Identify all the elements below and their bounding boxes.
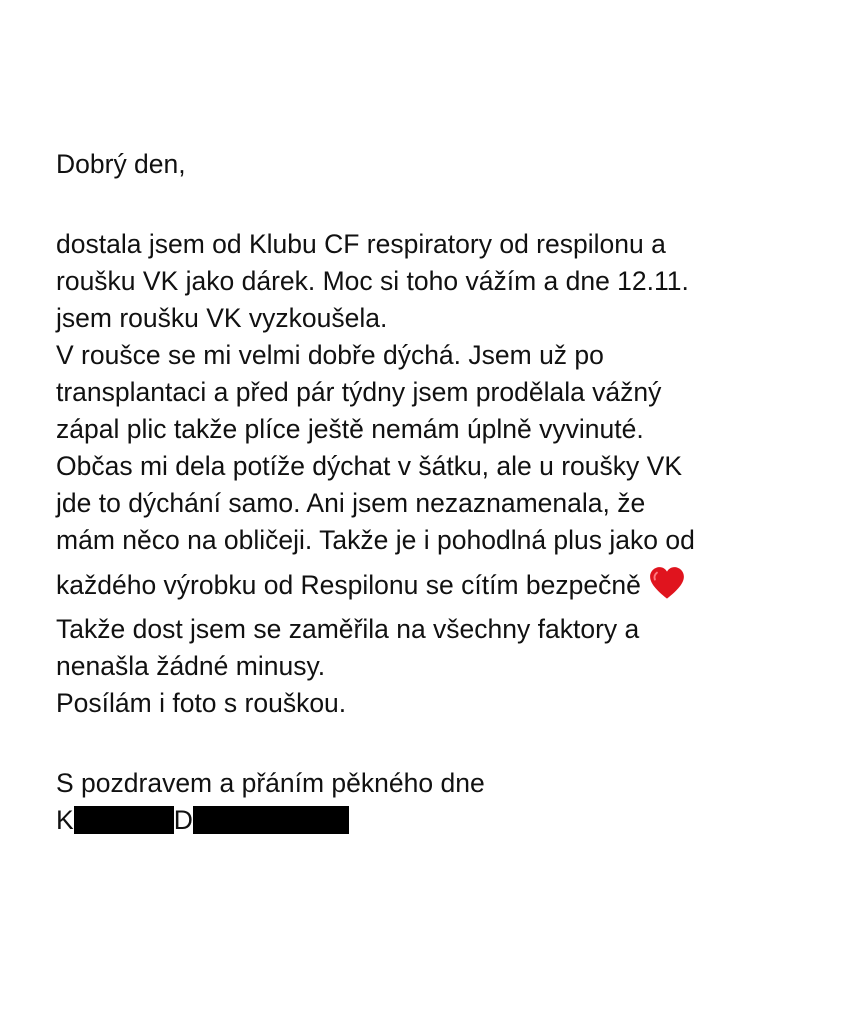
redaction-bar bbox=[74, 806, 174, 834]
signature-initial: D bbox=[173, 805, 193, 835]
greeting: Dobrý den, bbox=[56, 149, 186, 179]
body-line: transplantaci a před pár týdny jsem prodělala vážný bbox=[56, 377, 662, 407]
body-line: Občas mi dela potíže dýchat v šátku, ale u roušky VK bbox=[56, 451, 682, 481]
redaction-bar bbox=[193, 806, 349, 834]
paragraph-gap bbox=[56, 722, 836, 759]
body-line-text: každého výrobku od Respilonu se cítím bezpečně bbox=[56, 570, 641, 600]
body-line-with-heart bbox=[56, 559, 836, 611]
letter-body bbox=[56, 146, 836, 839]
body-line: Takže dost jsem se zaměřila na všechny faktory a bbox=[56, 614, 640, 644]
body-line: Posílám i foto s rouškou. bbox=[56, 688, 347, 718]
body-line: mám něco na obličeji. Takže je i pohodlná plus jako od bbox=[56, 525, 695, 555]
body-line: zápal plic takže plíce ještě nemám úplně vyvinuté. bbox=[56, 414, 644, 444]
body-line: nenašla žádné minusy. bbox=[56, 651, 326, 681]
signature bbox=[56, 802, 836, 839]
signature-initial: K bbox=[56, 805, 74, 835]
body-line: jsem roušku VK vyzkoušela. bbox=[56, 303, 388, 333]
body-line: roušku VK jako dárek. Moc si toho vážím a dne 12.11. bbox=[56, 266, 689, 296]
body-line: jde to dýchání samo. Ani jsem nezaznamenala, že bbox=[56, 488, 646, 518]
body-line: dostala jsem od Klubu CF respiratory od respilonu a bbox=[56, 229, 666, 259]
body-line: V roušce se mi velmi dobře dýchá. Jsem už po bbox=[56, 340, 604, 370]
closing: S pozdravem a přáním pěkného dne bbox=[56, 768, 485, 798]
paragraph-gap bbox=[56, 183, 836, 220]
heart-icon bbox=[649, 566, 685, 602]
